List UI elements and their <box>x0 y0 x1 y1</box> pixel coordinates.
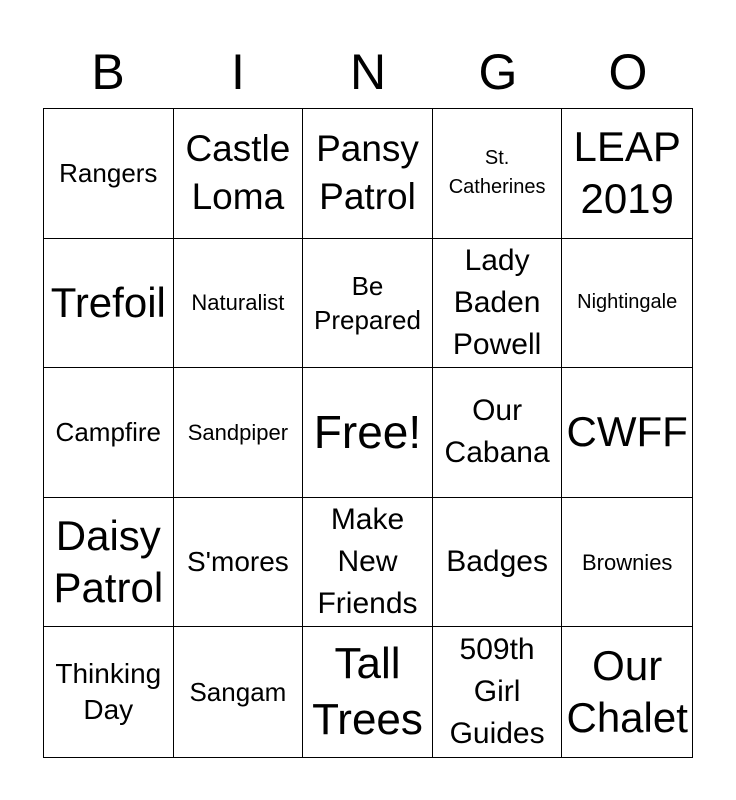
bingo-cell[interactable] <box>562 368 692 498</box>
cell-text: Lady Baden Powell <box>452 243 542 361</box>
bingo-cell[interactable] <box>303 109 433 239</box>
bingo-cell[interactable] <box>562 239 692 369</box>
cell-text: Campfire <box>55 417 162 448</box>
bingo-cell[interactable] <box>174 498 304 628</box>
bingo-cell-free[interactable] <box>303 368 433 498</box>
header-letter-g: G <box>478 44 518 100</box>
header-letter-i: I <box>231 44 245 100</box>
bingo-cell[interactable] <box>44 498 174 628</box>
cell-text: Nightingale <box>577 291 678 314</box>
cell-text: CWFF <box>566 408 688 456</box>
bingo-cell[interactable] <box>303 627 433 757</box>
bingo-cell[interactable] <box>433 368 563 498</box>
cell-text: Trefoil <box>50 278 166 326</box>
cell-text: LEAP 2019 <box>573 123 681 223</box>
cell-text: Our Cabana <box>444 394 550 470</box>
bingo-cell[interactable] <box>303 239 433 369</box>
header-letter-o: O <box>608 44 648 100</box>
bingo-cell[interactable] <box>44 109 174 239</box>
bingo-cell[interactable] <box>433 109 563 239</box>
cell-text: Brownies <box>581 549 673 575</box>
cell-text: 509th Girl Guides <box>449 633 545 751</box>
bingo-cell[interactable] <box>433 498 563 628</box>
bingo-cell[interactable] <box>44 239 174 369</box>
bingo-cell[interactable] <box>303 498 433 628</box>
cell-text: Our Chalet <box>566 642 688 742</box>
bingo-header <box>43 40 693 104</box>
bingo-cell[interactable] <box>44 627 174 757</box>
bingo-cell[interactable] <box>562 627 692 757</box>
bingo-cell[interactable] <box>433 239 563 369</box>
cell-text: Thinking Day <box>55 658 162 726</box>
bingo-cell[interactable] <box>174 627 304 757</box>
cell-text: Sangam <box>189 677 287 708</box>
bingo-cell[interactable] <box>174 239 304 369</box>
bingo-cell[interactable] <box>562 498 692 628</box>
header-letter-n: N <box>349 44 387 100</box>
cell-text: Make New Friends <box>317 503 418 621</box>
cell-text: Pansy Patrol <box>316 128 419 218</box>
cell-text: Naturalist <box>191 290 285 316</box>
cell-text: Castle Loma <box>185 128 291 218</box>
bingo-cell[interactable] <box>174 109 304 239</box>
cell-text: Be Prepared <box>314 270 421 335</box>
bingo-cell[interactable] <box>174 368 304 498</box>
cell-text: Rangers <box>59 158 158 189</box>
cell-text: S'mores <box>186 546 289 578</box>
cell-text: Sandpiper <box>187 419 289 445</box>
bingo-cell[interactable] <box>562 109 692 239</box>
bingo-cell[interactable] <box>433 627 563 757</box>
cell-text: Tall Trees <box>312 639 423 745</box>
cell-text: Free! <box>313 406 422 459</box>
cell-text: St. Catherines <box>448 147 546 199</box>
header-letter-b: B <box>91 44 125 100</box>
bingo-board <box>43 108 693 758</box>
bingo-cell[interactable] <box>44 368 174 498</box>
cell-text: Badges <box>446 545 548 579</box>
cell-text: Daisy Patrol <box>53 512 164 612</box>
